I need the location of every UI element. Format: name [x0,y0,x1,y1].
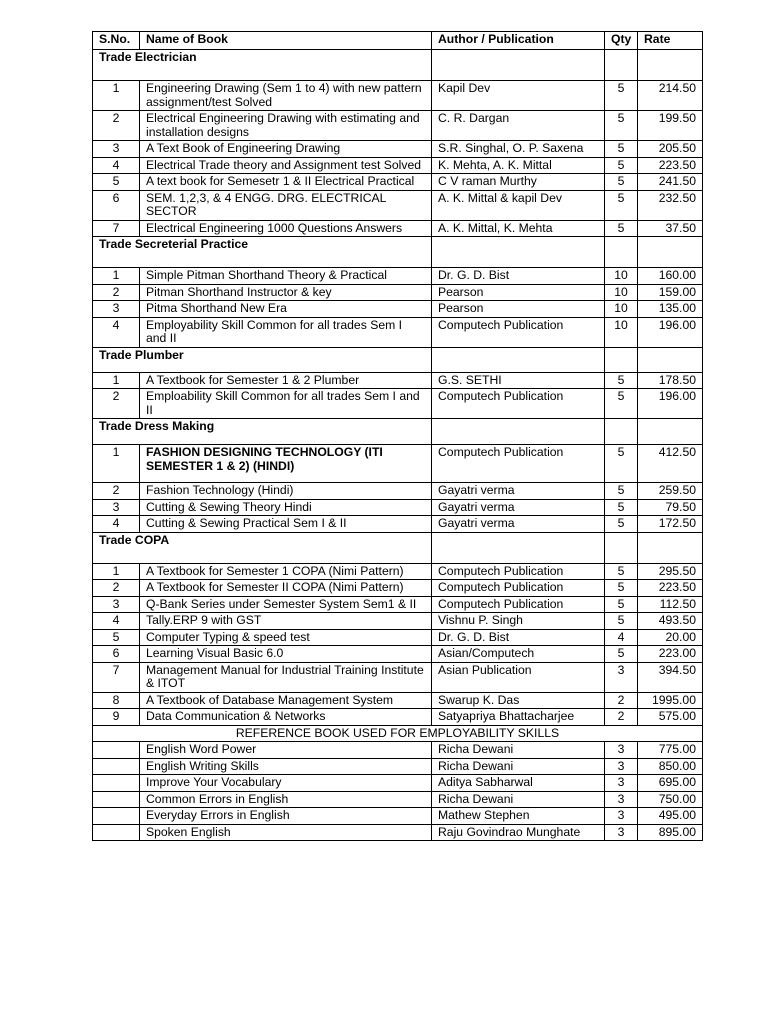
table-row [93,824,703,841]
row-rate: 895.00 [638,824,703,841]
row-book-name: Management Manual for Industrial Training Institute & ITOT [140,662,432,692]
row-book-name: English Word Power [140,742,432,759]
header-qty: Qty [605,32,638,50]
row-sno [93,742,140,759]
row-book-name: Employability Skill Common for all trades Sem I and II [140,317,432,347]
row-book-name: Pitman Shorthand Instructor & key [140,284,432,301]
row-author: A. K. Mittal & kapil Dev [432,190,605,220]
row-author: Vishnu P. Singh [432,613,605,630]
row-book-name: Emploability Skill Common for all trades Sem I and II [140,389,432,419]
section-empty-author [432,532,605,563]
row-qty: 10 [605,317,638,347]
section-empty-qty [605,532,638,563]
row-rate: 160.00 [638,268,703,285]
section-header-row [93,347,703,372]
row-book-name: Spoken English [140,824,432,841]
row-qty: 3 [605,775,638,792]
table-row [93,284,703,301]
table-row [93,111,703,141]
table-row [93,775,703,792]
row-book-name: Q-Bank Series under Semester System Sem1 & II [140,596,432,613]
table-row [93,709,703,726]
row-qty: 3 [605,791,638,808]
row-rate: 241.50 [638,174,703,191]
section-empty-qty [605,347,638,372]
table-row [93,174,703,191]
row-author: Asian Publication [432,662,605,692]
row-rate: 79.50 [638,499,703,516]
row-rate: 695.00 [638,775,703,792]
row-author: Pearson [432,301,605,318]
row-rate: 159.00 [638,284,703,301]
table-row [93,81,703,111]
row-qty: 5 [605,516,638,533]
row-author: Richa Dewani [432,758,605,775]
row-book-name: Electrical Engineering Drawing with estimating and installation designs [140,111,432,141]
table-row [93,141,703,158]
table-body [93,50,703,841]
row-sno [93,791,140,808]
row-author: Computech Publication [432,317,605,347]
row-sno: 1 [93,445,140,483]
row-qty: 3 [605,758,638,775]
row-book-name: Electrical Engineering 1000 Questions Answers [140,220,432,237]
row-book-name: Improve Your Vocabulary [140,775,432,792]
row-author: Computech Publication [432,580,605,597]
row-author: C. R. Dargan [432,111,605,141]
section-empty-rate [638,50,703,81]
section-title: Trade Secreterial Practice [93,237,432,268]
row-author: Computech Publication [432,596,605,613]
section-empty-rate [638,347,703,372]
row-author: Raju Govindrao Munghate [432,824,605,841]
row-qty: 5 [605,613,638,630]
row-book-name: Electrical Trade theory and Assignment test Solved [140,157,432,174]
row-sno: 1 [93,563,140,580]
row-qty: 5 [605,141,638,158]
header-rate: Rate [638,32,703,50]
section-title: Trade Plumber [93,347,432,372]
section-empty-rate [638,532,703,563]
row-rate: 223.00 [638,646,703,663]
row-author: Mathew Stephen [432,808,605,825]
row-sno: 4 [93,516,140,533]
row-author: Satyapriya Bhattacharjee [432,709,605,726]
row-book-name: A Textbook of Database Management System [140,692,432,709]
row-sno: 2 [93,111,140,141]
table-row [93,389,703,419]
table-row [93,580,703,597]
row-sno: 5 [93,174,140,191]
row-author: C V raman Murthy [432,174,605,191]
row-book-name: Cutting & Sewing Practical Sem I & II [140,516,432,533]
table-row [93,372,703,389]
row-rate: 394.50 [638,662,703,692]
row-qty: 5 [605,81,638,111]
section-header-row [93,237,703,268]
row-rate: 223.50 [638,580,703,597]
row-sno: 7 [93,220,140,237]
row-author: Richa Dewani [432,742,605,759]
section-header-row [93,532,703,563]
row-sno [93,775,140,792]
row-sno: 4 [93,613,140,630]
table-row [93,758,703,775]
reference-title-row [93,725,703,742]
row-qty: 3 [605,662,638,692]
row-rate: 232.50 [638,190,703,220]
row-qty: 2 [605,709,638,726]
row-author: Dr. G. D. Bist [432,268,605,285]
row-qty: 2 [605,692,638,709]
row-sno: 3 [93,499,140,516]
table-row [93,662,703,692]
table-row [93,499,703,516]
section-empty-author [432,50,605,81]
row-qty: 5 [605,596,638,613]
book-list-table [92,31,703,841]
row-qty: 10 [605,301,638,318]
table-row [93,268,703,285]
row-qty: 5 [605,483,638,500]
row-book-name: Tally.ERP 9 with GST [140,613,432,630]
table-row [93,445,703,483]
row-sno: 2 [93,284,140,301]
row-author: Aditya Sabharwal [432,775,605,792]
row-qty: 5 [605,389,638,419]
section-title: Trade Dress Making [93,419,432,445]
row-author: G.S. SETHI [432,372,605,389]
row-rate: 575.00 [638,709,703,726]
row-qty: 5 [605,190,638,220]
table-row [93,301,703,318]
row-author: Kapil Dev [432,81,605,111]
row-qty: 5 [605,157,638,174]
table-row [93,742,703,759]
row-book-name: FASHION DESIGNING TECHNOLOGY (ITI SEMESTER 1 & 2) (HINDI) [140,445,432,483]
row-rate: 196.00 [638,317,703,347]
row-sno: 7 [93,662,140,692]
row-author: S.R. Singhal, O. P. Saxena [432,141,605,158]
row-sno: 3 [93,301,140,318]
section-empty-qty [605,419,638,445]
row-rate: 205.50 [638,141,703,158]
row-author: Gayatri verma [432,516,605,533]
row-qty: 5 [605,111,638,141]
row-rate: 259.50 [638,483,703,500]
row-book-name: Computer Typing & speed test [140,629,432,646]
row-sno: 5 [93,629,140,646]
row-qty: 5 [605,646,638,663]
row-book-name: A Text Book of Engineering Drawing [140,141,432,158]
row-book-name: English Writing Skills [140,758,432,775]
row-book-name: SEM. 1,2,3, & 4 ENGG. DRG. ELECTRICAL SECTOR [140,190,432,220]
table-row [93,483,703,500]
section-empty-author [432,347,605,372]
row-rate: 178.50 [638,372,703,389]
table-row [93,646,703,663]
row-qty: 5 [605,563,638,580]
section-empty-qty [605,50,638,81]
row-rate: 135.00 [638,301,703,318]
section-empty-rate [638,419,703,445]
table-row [93,220,703,237]
row-sno: 2 [93,389,140,419]
row-sno: 4 [93,157,140,174]
table-row [93,317,703,347]
row-rate: 214.50 [638,81,703,111]
row-rate: 37.50 [638,220,703,237]
row-rate: 199.50 [638,111,703,141]
section-title: Trade Electrician [93,50,432,81]
row-book-name: A Textbook for Semester II COPA (Nimi Pattern) [140,580,432,597]
table-row [93,613,703,630]
row-rate: 196.00 [638,389,703,419]
row-sno: 4 [93,317,140,347]
row-book-name: A text book for Semesetr 1 & II Electrical Practical [140,174,432,191]
row-book-name: Pitma Shorthand New Era [140,301,432,318]
row-sno: 9 [93,709,140,726]
row-rate: 495.00 [638,808,703,825]
row-qty: 5 [605,372,638,389]
section-empty-author [432,237,605,268]
table-row [93,563,703,580]
section-empty-qty [605,237,638,268]
row-book-name: Learning Visual Basic 6.0 [140,646,432,663]
header-author: Author / Publication [432,32,605,50]
row-qty: 5 [605,174,638,191]
row-qty: 3 [605,808,638,825]
row-sno: 1 [93,372,140,389]
row-qty: 4 [605,629,638,646]
row-qty: 5 [605,220,638,237]
row-book-name: Simple Pitman Shorthand Theory & Practical [140,268,432,285]
row-author: Richa Dewani [432,791,605,808]
row-book-name: A Textbook for Semester 1 & 2 Plumber [140,372,432,389]
row-rate: 775.00 [638,742,703,759]
header-sno: S.No. [93,32,140,50]
row-qty: 3 [605,824,638,841]
header-row [93,32,703,50]
section-title: Trade COPA [93,532,432,563]
row-sno: 6 [93,190,140,220]
row-sno [93,824,140,841]
row-author: Computech Publication [432,563,605,580]
row-rate: 20.00 [638,629,703,646]
row-book-name: Data Communication & Networks [140,709,432,726]
row-book-name: Engineering Drawing (Sem 1 to 4) with new pattern assignment/test Solved [140,81,432,111]
row-rate: 493.50 [638,613,703,630]
row-sno: 6 [93,646,140,663]
table-row [93,692,703,709]
row-author: Swarup K. Das [432,692,605,709]
row-rate: 223.50 [638,157,703,174]
row-qty: 3 [605,742,638,759]
row-sno [93,758,140,775]
row-author: Asian/Computech [432,646,605,663]
row-rate: 412.50 [638,445,703,483]
row-qty: 10 [605,268,638,285]
row-sno: 1 [93,268,140,285]
row-rate: 295.50 [638,563,703,580]
row-qty: 5 [605,499,638,516]
row-author: A. K. Mittal, K. Mehta [432,220,605,237]
header-name: Name of Book [140,32,432,50]
row-author: Gayatri verma [432,483,605,500]
section-header-row [93,50,703,81]
row-sno [93,808,140,825]
row-rate: 1995.00 [638,692,703,709]
row-author: K. Mehta, A. K. Mittal [432,157,605,174]
row-author: Gayatri verma [432,499,605,516]
table-row [93,157,703,174]
row-book-name: Everyday Errors in English [140,808,432,825]
row-rate: 750.00 [638,791,703,808]
row-author: Computech Publication [432,389,605,419]
section-empty-rate [638,237,703,268]
row-sno: 3 [93,596,140,613]
table-row [93,629,703,646]
row-author: Computech Publication [432,445,605,483]
table-row [93,791,703,808]
row-book-name: Fashion Technology (Hindi) [140,483,432,500]
row-author: Dr. G. D. Bist [432,629,605,646]
row-book-name: Common Errors in English [140,791,432,808]
row-rate: 850.00 [638,758,703,775]
row-sno: 2 [93,483,140,500]
row-author: Pearson [432,284,605,301]
table-row [93,596,703,613]
row-book-name: A Textbook for Semester 1 COPA (Nimi Pattern) [140,563,432,580]
row-sno: 8 [93,692,140,709]
row-qty: 10 [605,284,638,301]
row-sno: 3 [93,141,140,158]
table-row [93,190,703,220]
row-qty: 5 [605,445,638,483]
row-sno: 2 [93,580,140,597]
section-empty-author [432,419,605,445]
row-rate: 112.50 [638,596,703,613]
table-row [93,808,703,825]
row-sno: 1 [93,81,140,111]
row-rate: 172.50 [638,516,703,533]
reference-title: REFERENCE BOOK USED FOR EMPLOYABILITY SKILLS [93,725,703,742]
row-qty: 5 [605,580,638,597]
row-book-name: Cutting & Sewing Theory Hindi [140,499,432,516]
table-row [93,516,703,533]
section-header-row [93,419,703,445]
